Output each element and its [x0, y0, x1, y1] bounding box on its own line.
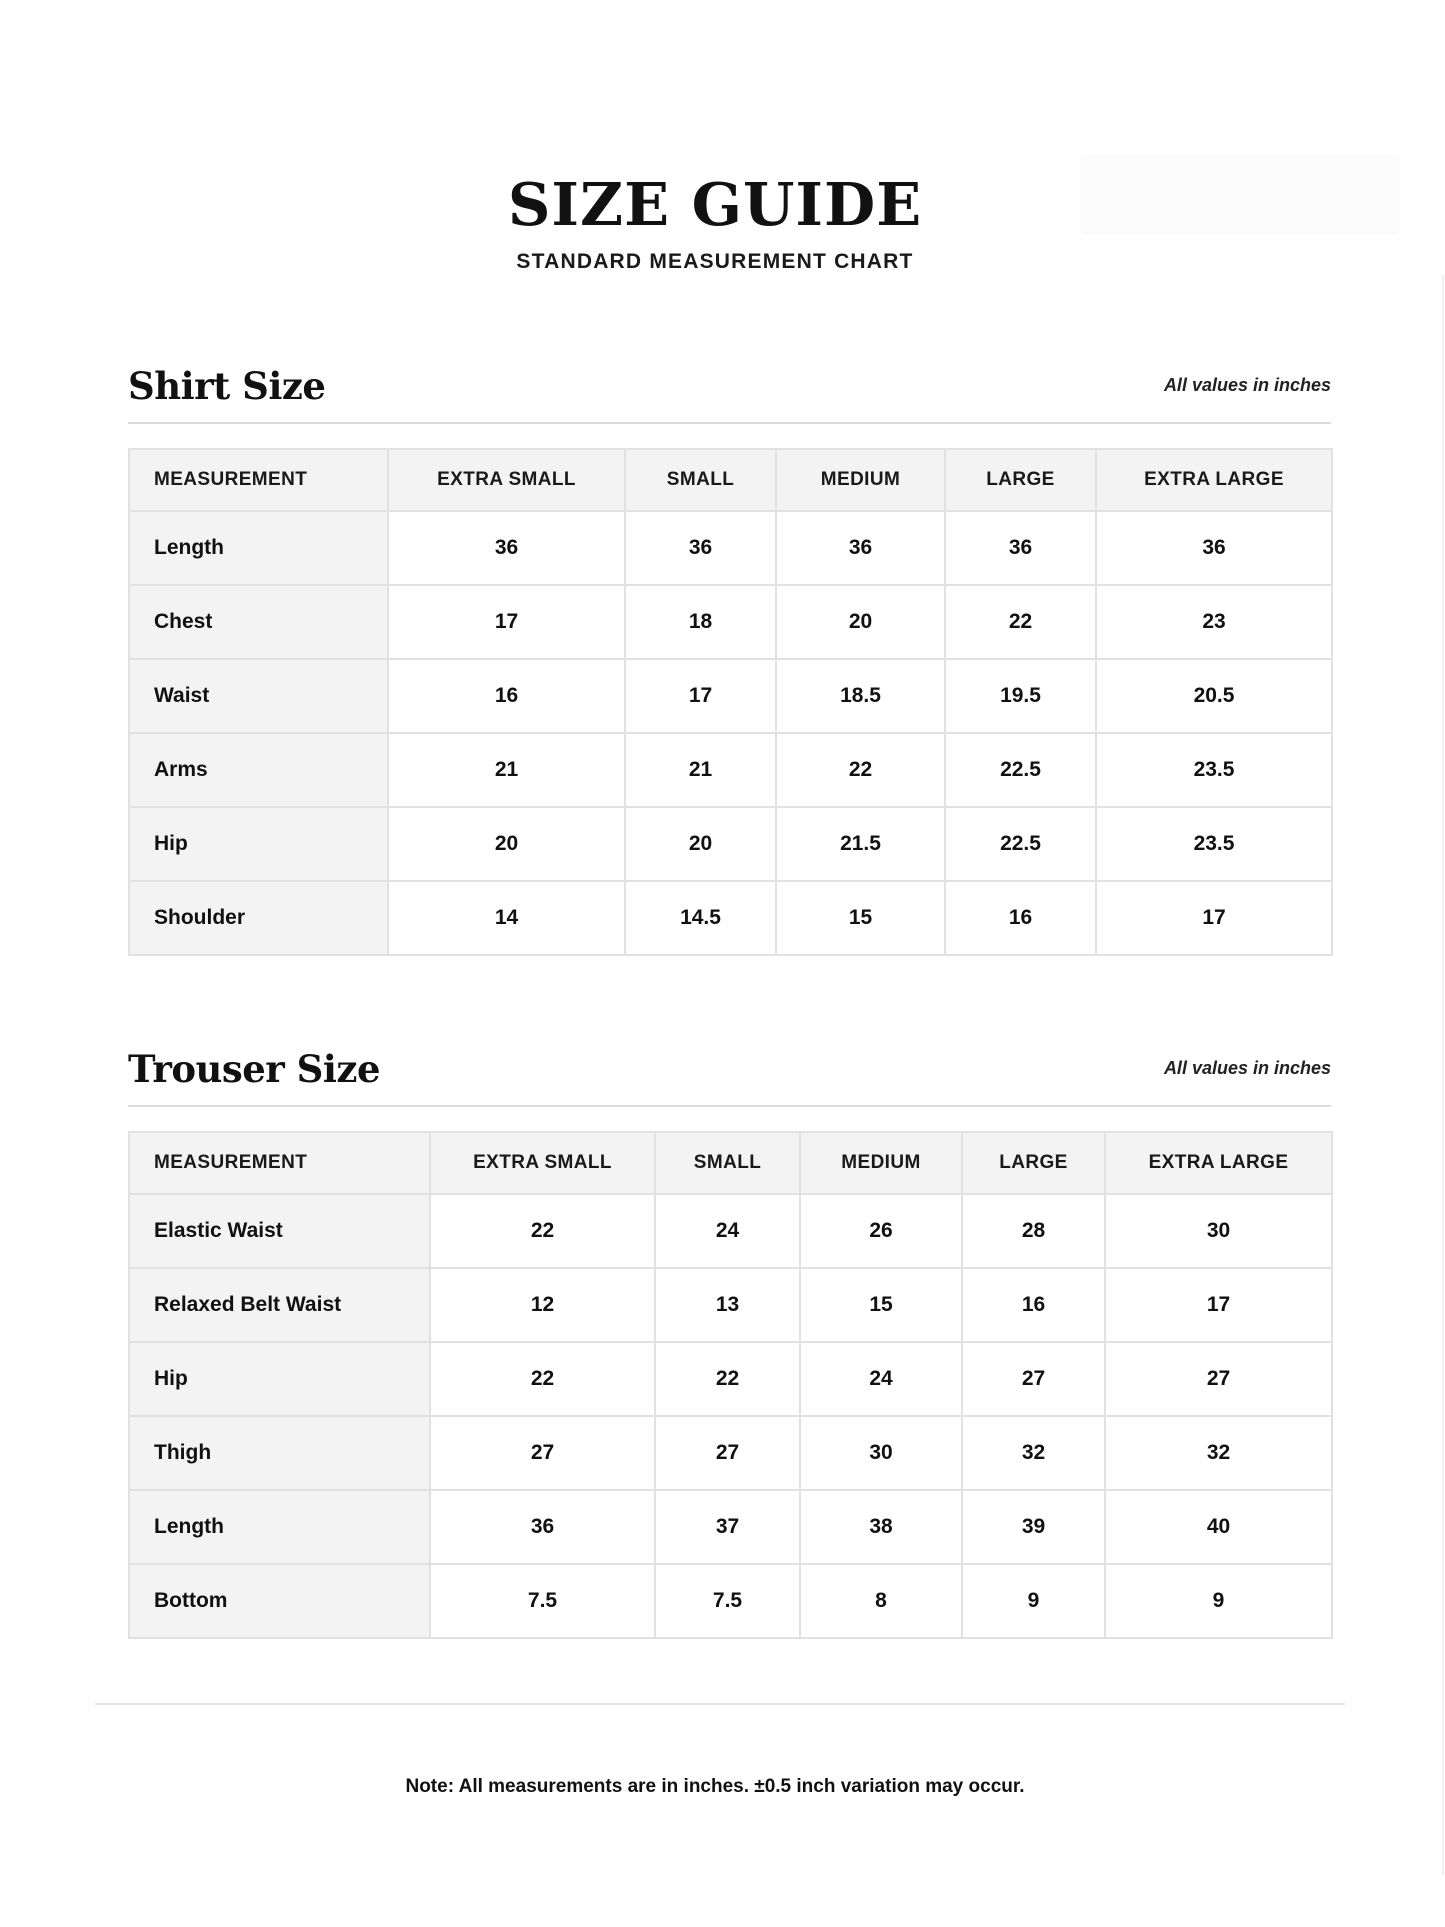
- table-row: [129, 1564, 1332, 1638]
- page-title: SIZE GUIDE: [507, 170, 923, 239]
- table-cell: 18: [625, 585, 776, 659]
- table-cell: 36: [388, 511, 625, 585]
- shirt-section-header: [128, 360, 1331, 424]
- table-cell: 9: [962, 1564, 1105, 1638]
- column-header-measurement: MEASUREMENT: [129, 449, 388, 511]
- table-cell: 23: [1096, 585, 1332, 659]
- table-cell: 14: [388, 881, 625, 955]
- table-row: [129, 1194, 1332, 1268]
- table-cell: 16: [962, 1268, 1105, 1342]
- row-label: Waist: [129, 659, 388, 733]
- table-cell: 22: [776, 733, 945, 807]
- table-cell: 23.5: [1096, 807, 1332, 881]
- table-cell: 15: [800, 1268, 962, 1342]
- table-cell: 21: [388, 733, 625, 807]
- table-row: [129, 807, 1332, 881]
- row-label: Relaxed Belt Waist: [129, 1268, 430, 1342]
- table-cell: 17: [388, 585, 625, 659]
- table-row: [129, 1342, 1332, 1416]
- table-cell: 27: [962, 1342, 1105, 1416]
- footer-divider: [95, 1703, 1345, 1705]
- row-label: Chest: [129, 585, 388, 659]
- table-cell: 17: [1096, 881, 1332, 955]
- table-cell: 32: [1105, 1416, 1332, 1490]
- footer-note: Note: All measurements are in inches. ±0.5 inch variation may occur.: [405, 1776, 1025, 1797]
- trouser-size-section: [128, 1043, 1331, 1639]
- row-label: Hip: [129, 807, 388, 881]
- table-cell: 7.5: [430, 1564, 655, 1638]
- trouser-units-note: All values in inches: [1163, 1058, 1331, 1078]
- table-cell: 19.5: [945, 659, 1096, 733]
- table-cell: 15: [776, 881, 945, 955]
- table-header-row: [129, 1132, 1332, 1194]
- shirt-units-note: All values in inches: [1163, 375, 1331, 395]
- column-header-extra-large: EXTRA LARGE: [1096, 449, 1332, 511]
- row-label: Length: [129, 511, 388, 585]
- table-row: [129, 511, 1332, 585]
- table-cell: 20: [776, 585, 945, 659]
- table-row: [129, 1268, 1332, 1342]
- table-cell: 20: [388, 807, 625, 881]
- table-cell: 24: [655, 1194, 800, 1268]
- table-row: [129, 659, 1332, 733]
- table-cell: 21: [625, 733, 776, 807]
- table-cell: 40: [1105, 1490, 1332, 1564]
- table-cell: 14.5: [625, 881, 776, 955]
- table-cell: 21.5: [776, 807, 945, 881]
- table-cell: 13: [655, 1268, 800, 1342]
- row-label: Hip: [129, 1342, 430, 1416]
- table-cell: 36: [1096, 511, 1332, 585]
- table-cell: 26: [800, 1194, 962, 1268]
- column-header-small: SMALL: [625, 449, 776, 511]
- page-edge-divider: [1442, 275, 1444, 1875]
- table-cell: 20.5: [1096, 659, 1332, 733]
- table-cell: 30: [800, 1416, 962, 1490]
- table-cell: 17: [625, 659, 776, 733]
- shirt-size-section: [128, 360, 1331, 956]
- table-cell: 37: [655, 1490, 800, 1564]
- table-row: [129, 881, 1332, 955]
- table-row: [129, 1490, 1332, 1564]
- table-cell: 22: [430, 1342, 655, 1416]
- table-cell: 16: [945, 881, 1096, 955]
- table-cell: 27: [430, 1416, 655, 1490]
- row-label: Elastic Waist: [129, 1194, 430, 1268]
- table-cell: 20: [625, 807, 776, 881]
- row-label: Thigh: [129, 1416, 430, 1490]
- column-header-large: LARGE: [962, 1132, 1105, 1194]
- column-header-extra-large: EXTRA LARGE: [1105, 1132, 1332, 1194]
- table-cell: 28: [962, 1194, 1105, 1268]
- table-row: [129, 733, 1332, 807]
- table-cell: 22: [945, 585, 1096, 659]
- trouser-section-header: [128, 1043, 1331, 1107]
- table-cell: 36: [945, 511, 1096, 585]
- table-cell: 38: [800, 1490, 962, 1564]
- trouser-section-title: Trouser Size: [128, 1047, 380, 1091]
- trouser-size-table: [128, 1131, 1333, 1639]
- table-cell: 30: [1105, 1194, 1332, 1268]
- column-header-extra-small: EXTRA SMALL: [430, 1132, 655, 1194]
- table-cell: 16: [388, 659, 625, 733]
- table-row: [129, 585, 1332, 659]
- table-cell: 9: [1105, 1564, 1332, 1638]
- column-header-small: SMALL: [655, 1132, 800, 1194]
- column-header-extra-small: EXTRA SMALL: [388, 449, 625, 511]
- table-cell: 36: [776, 511, 945, 585]
- shirt-section-title: Shirt Size: [128, 364, 326, 408]
- table-cell: 36: [430, 1490, 655, 1564]
- page-subtitle: STANDARD MEASUREMENT CHART: [516, 250, 914, 273]
- table-cell: 22.5: [945, 807, 1096, 881]
- table-header-row: [129, 449, 1332, 511]
- shirt-size-table: [128, 448, 1333, 956]
- column-header-large: LARGE: [945, 449, 1096, 511]
- table-cell: 7.5: [655, 1564, 800, 1638]
- row-label: Bottom: [129, 1564, 430, 1638]
- table-cell: 24: [800, 1342, 962, 1416]
- row-label: Shoulder: [129, 881, 388, 955]
- table-cell: 27: [1105, 1342, 1332, 1416]
- column-header-measurement: MEASUREMENT: [129, 1132, 430, 1194]
- row-label: Arms: [129, 733, 388, 807]
- column-header-medium: MEDIUM: [776, 449, 945, 511]
- table-cell: 17: [1105, 1268, 1332, 1342]
- table-row: [129, 1416, 1332, 1490]
- table-cell: 36: [625, 511, 776, 585]
- column-header-medium: MEDIUM: [800, 1132, 962, 1194]
- page-header: [0, 170, 1430, 274]
- table-cell: 18.5: [776, 659, 945, 733]
- table-cell: 22: [430, 1194, 655, 1268]
- table-cell: 39: [962, 1490, 1105, 1564]
- table-cell: 8: [800, 1564, 962, 1638]
- table-cell: 12: [430, 1268, 655, 1342]
- table-cell: 22: [655, 1342, 800, 1416]
- row-label: Length: [129, 1490, 430, 1564]
- table-cell: 32: [962, 1416, 1105, 1490]
- table-cell: 23.5: [1096, 733, 1332, 807]
- table-cell: 22.5: [945, 733, 1096, 807]
- table-cell: 27: [655, 1416, 800, 1490]
